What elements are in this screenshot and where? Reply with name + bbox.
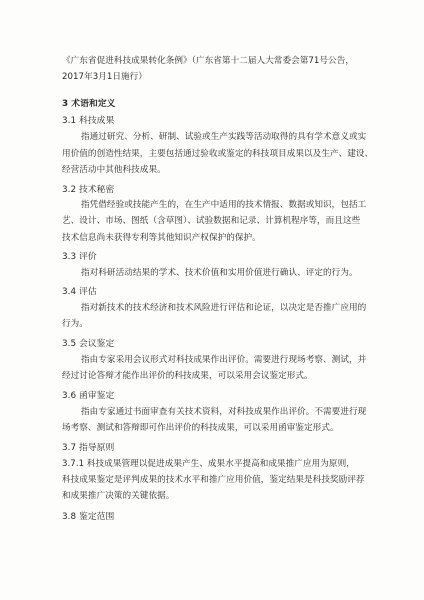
section-3-5-heading: 3.5 会议鉴定: [62, 339, 115, 349]
section-3-4-line-2: 行为。: [62, 319, 88, 329]
section-3-6-line-1: 指由专家通过书面审查有关技术资料，对科技成果作出评价。不需要进行现: [81, 407, 367, 417]
section-3-2-heading: 3.2 技术秘密: [62, 185, 115, 195]
section-3-6-heading: 3.6 函审鉴定: [62, 391, 115, 401]
intro-line-1: 《广东省促进科技成果转化条例》（广东省第十二届人大常委会第71号公告，: [62, 56, 354, 66]
section-3-4-heading: 3.4 评估: [62, 287, 97, 297]
section-3-7-line-2: 科技成果鉴定是评判成果的技术水平和推广应用价值，鉴定结果是科技奖励评荐: [62, 475, 365, 485]
section-3-heading: 3 术语和定义: [62, 99, 116, 109]
section-3-3-heading: 3.3 评价: [62, 252, 97, 262]
section-3-8-heading: 3.8 鉴定范围: [62, 512, 115, 522]
section-3-7-heading: 3.7 指导原则: [62, 443, 115, 453]
section-3-1-line-3: 经营活动中其他科技成果。: [62, 165, 166, 175]
intro-line-2: 2017年3月1日施行）: [62, 72, 147, 82]
section-3-2-line-2: 艺、设计、市场、图纸（含草图）、试验数据和记录、计算机程序等，而且这些: [62, 216, 361, 226]
section-3-1-line-2: 用价值的创造性结果，主要包括通过验收或鉴定的科技项目成果以及生产、建设、: [62, 149, 374, 159]
section-3-2-line-3: 技术信息尚未获得专利等其他知识产权保护的保护。: [62, 233, 261, 243]
section-3-6-line-2: 场考察、测试和答辩即可作出评价的科技成果，可以采用函审鉴定形式。: [62, 423, 339, 433]
section-3-2-line-1: 指凭借经验或技能产生的，在生产中适用的技术情报、数据或知识，包括工: [81, 200, 367, 210]
section-3-5-line-2: 经过讨论答辩才能作出评价的科技成果，可以采用会议鉴定形式。: [62, 371, 313, 381]
section-3-1-heading: 3.1 科技成果: [62, 116, 115, 126]
section-3-7-line-1: 3.7.1 科技成果管理以促进成果产生、成果水平提高和成果推广应用为原则，: [62, 459, 355, 469]
section-3-3-line-1: 指对科研活动结果的学术、技术价值和实用价值进行确认、评定的行为。: [81, 268, 358, 278]
section-3-1-line-1: 指通过研究、分析、研制、试验或生产实践等活动取得的具有学术意义或实: [81, 132, 367, 142]
section-3-5-line-1: 指由专家采用会议形式对科技成果作出评价。需要进行现场考察、测试，并: [81, 355, 367, 365]
section-3-4-line-1: 指对新技术的技术经济和技术风险进行评估和论证，以决定是否推广应用的: [81, 303, 367, 313]
section-3-7-line-3: 和成果推广决策的关键依据。: [62, 491, 175, 501]
